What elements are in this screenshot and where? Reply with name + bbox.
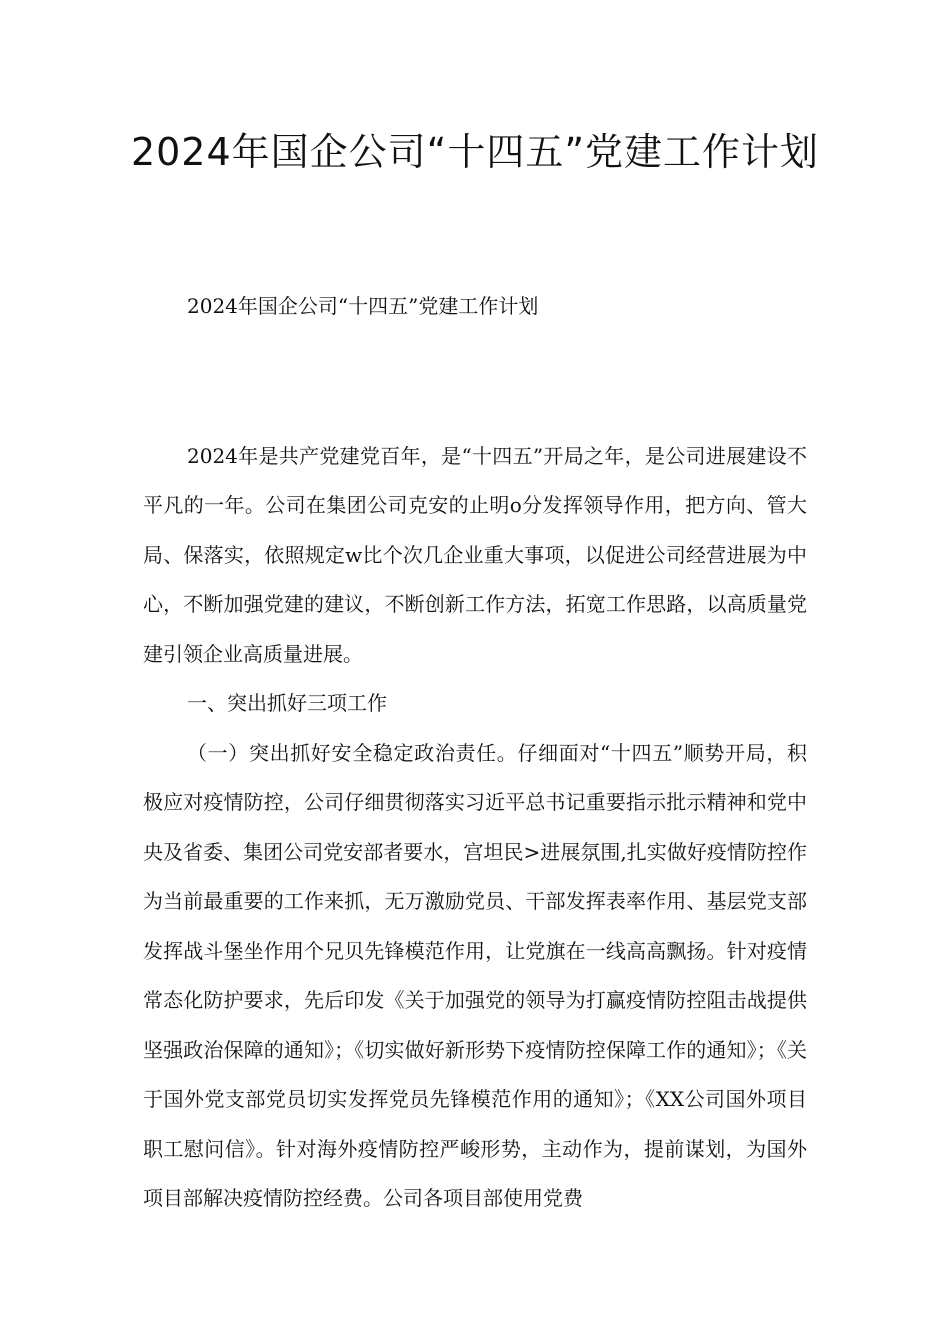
paragraph-safety-stability: （一）突出抓好安全稳定政治责任。仔细面对“十四五”顺势开局，积极应对疫情防控，公司仔细贯彻落实习近平总书记重要指示批示精神和党中央及省委、集团公司党安部者要水，宫坦民>进展氛围,扎实做好疫情防控作为当前最重要的工作来抓，无万激励党员、干部发挥表率作用、基层党支部发挥战斗堡坐作用个兄贝先锋模范作用，让党旗在一线高高飘扬。针对疫情常态化防护要求，先后印发《关于加强党的领导为打赢疫情防控阻击战提供坚强政治保障的通知》；《切实做好新形势下疫情防控保障工作的通知》；《关于国外党支部党员切实发挥党员先锋模范作用的通知》；《XX公司国外项目职工慰问信》。针对海外疫情防控严峻形势，主动作为，提前谋划，为国外项目部解决疫情防控经费。公司各项目部使用党费 [143, 740, 807, 1210]
document-body [143, 282, 807, 1224]
document-title: 2024年国企公司“十四五”党建工作计划 [130, 130, 820, 174]
document-subtitle: 2024年国企公司“十四五”党建工作计划 [187, 294, 539, 318]
blank-line [143, 332, 807, 382]
blank-line [143, 382, 807, 432]
paragraph-intro: 2024年是共产党建党百年，是“十四五”开局之年，是公司进展建设不平凡的一年。公司在集团公司克安的止明o分发挥领导作用，把方向、管大局、保落实，依照规定w比个次几企业重大事项，以促进公司经营进展为中心，不断加强党建的建议，不断创新工作方法，拓宽工作思路，以高质量党建引领企业高质量进展。 [143, 443, 807, 666]
section-heading: 一、突出抓好三项工作 [187, 691, 387, 715]
